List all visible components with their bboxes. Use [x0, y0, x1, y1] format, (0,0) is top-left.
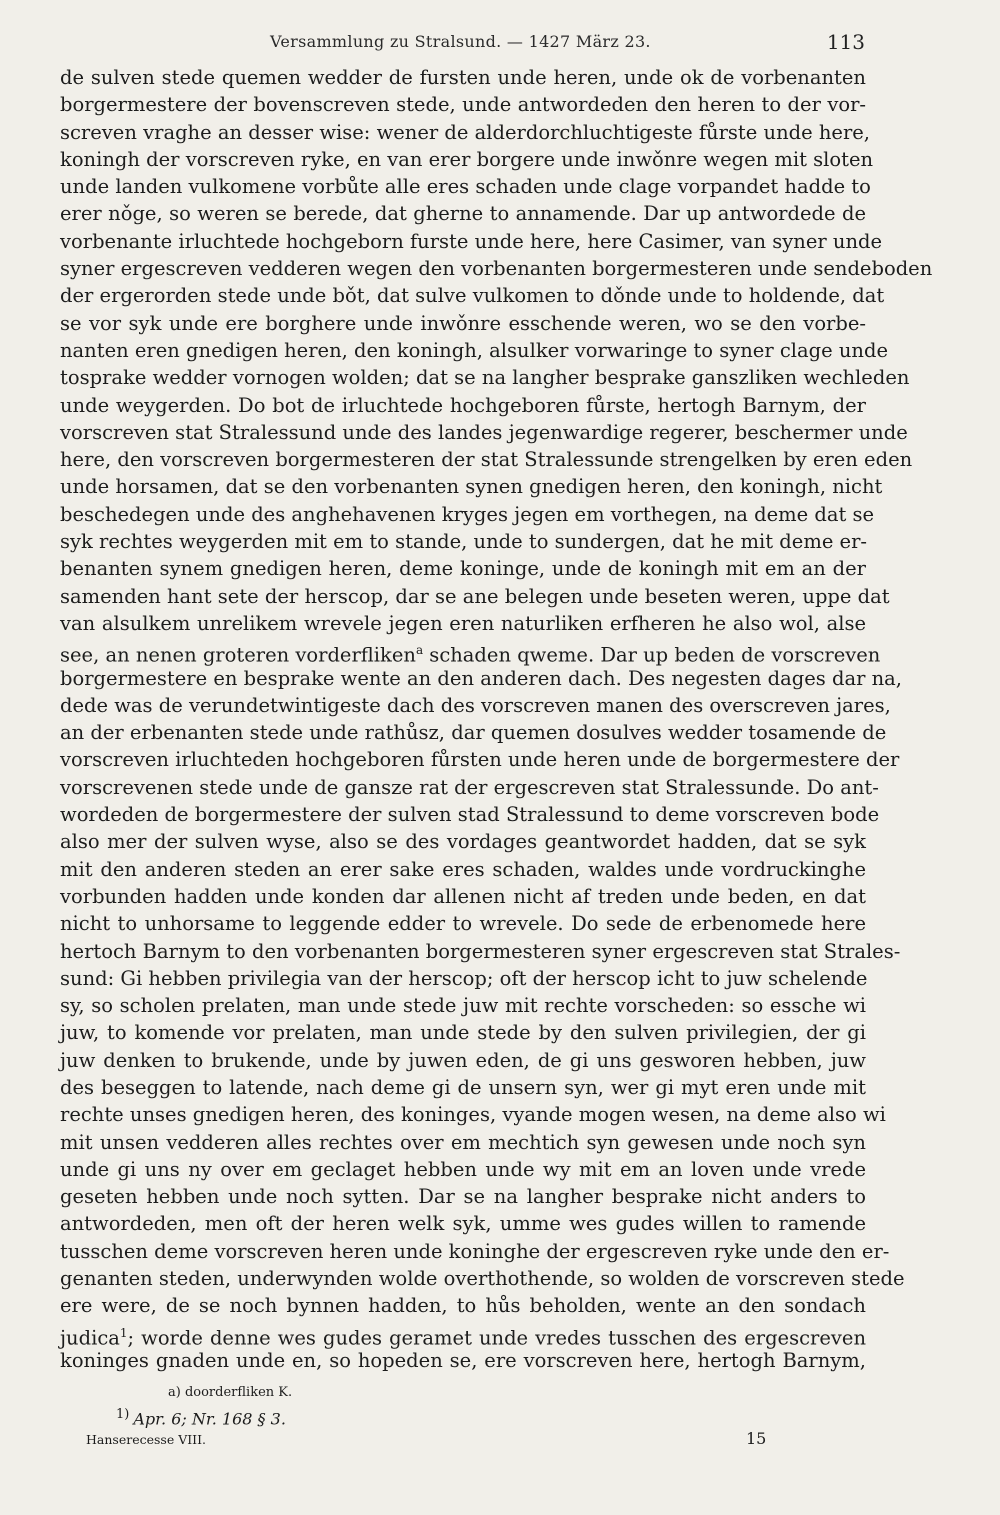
text-line: vorbenante irluchtede hochgeborn furste unde here, here Casimer, van syner unde — [60, 229, 883, 253]
note-reference: a — [415, 643, 424, 658]
text-line: sy, so scholen prelaten, man unde stede juw mit rechte vorscheden: so essche wi — [60, 994, 866, 1018]
text-line: here, den vorscreven borgermesteren der stat Stralessunde strengelken by eren eden — [60, 448, 913, 472]
text-line: beschedegen unde des anghehavenen kryges jegen em vorthegen, na deme dat se — [60, 502, 875, 526]
text-line: borgermestere der bovenscreven stede, unde antwordeden den heren to der vor- — [60, 93, 866, 117]
text-line: koninges gnaden unde en, so hopeden se, ere vorscreven here, hertogh Barnym, — [60, 1348, 866, 1372]
note-reference: 1 — [119, 1325, 128, 1340]
text-line: der ergerorden stede unde bǒt, dat sulve vulkomen to dǒnde unde to holdende, dat — [60, 284, 885, 308]
text-line: vorscreven stat Stralessund unde des landes jegenwardige regerer, beschermer unde — [60, 420, 908, 444]
text-line: rechte unses gnedigen heren, des koninges, vyande mogen wesen, na deme also wi — [60, 1103, 886, 1127]
text-line: juw denken to brukende, unde by juwen eden, de gi uns gesworen hebben, juw — [60, 1048, 866, 1072]
footnotes — [60, 1385, 866, 1465]
text-line: genanten steden, underwynden wolde overthothende, so wolden de vorscreven stede — [60, 1267, 905, 1291]
text-line: unde weygerden. Do bot de irluchtede hochgeboren fůrste, hertogh Barnym, der — [60, 393, 866, 417]
running-head — [60, 30, 865, 58]
text-line: ere were, de se noch bynnen hadden, to hůs beholden, wente an den sondach — [60, 1294, 866, 1318]
text-line: tosprake wedder vornogen wolden; dat se na langher besprake ganszliken wechleden — [60, 366, 910, 390]
text-line: wordeden de borgermestere der sulven stad Stralessund to deme vorscreven bode — [60, 803, 880, 827]
text-line: unde gi uns ny over em geclaget hebben unde wy mit em an loven unde vrede — [60, 1157, 866, 1181]
text-line: mit den anderen steden an erer sake eres schaden, waldes unde vordruckinghe — [60, 857, 866, 881]
text-line: vorscreven irluchteden hochgeboren fůrsten unde heren unde de borgermestere der — [60, 748, 900, 772]
footnote-a: a) doorderfliken K. — [168, 1385, 293, 1400]
text-line: also mer der sulven wyse, also se des vordages geantwordet hadden, dat se syk — [60, 830, 866, 854]
text-line: nanten eren gnedigen heren, den koningh, alsulker vorwaringe to syner clage unde — [60, 338, 888, 362]
text-line: samenden hant sete der herscop, dar se ane belegen unde beseten weren, uppe dat — [60, 584, 890, 608]
text-line: antwordeden, men oft der heren welk syk, umme wes gudes willen to ramende — [60, 1212, 866, 1236]
text-line: unde landen vulkomene vorbůte alle eres schaden unde clage vorpandet hadde to — [60, 175, 871, 199]
text-line: syner ergescreven vedderen wegen den vorbenanten borgermesteren unde sendeboden — [60, 257, 933, 281]
text-line: screven vraghe an desser wise: wener de alderdorchluchtigeste fůrste unde here, — [60, 120, 871, 144]
text-line: vorscrevenen stede unde de gansze rat der ergescreven stat Stralessunde. Do ant- — [60, 775, 879, 799]
text-line: de sulven stede quemen wedder de fursten unde heren, unde ok de vorbenanten — [60, 66, 866, 89]
text-line: van alsulkem unrelikem wrevele jegen eren naturliken erfheren he also wol, alse — [60, 611, 866, 635]
text-line: koningh der vorscreven ryke, en van erer borgere unde inwǒnre wegen mit sloten — [60, 147, 874, 171]
sheet-number: 15 — [746, 1429, 767, 1448]
footnote-1-mark: 1) — [116, 1407, 130, 1422]
text-line: nicht to unhorsame to leggende edder to wrevele. Do sede de erbenomede here — [60, 912, 866, 936]
text-line: vorbunden hadden unde konden dar allenen nicht af treden unde beden, en dat — [60, 884, 866, 908]
text-line: mit unsen vedderen alles rechtes over em mechtich syn gewesen unde noch syn — [60, 1130, 866, 1154]
text-line: tusschen deme vorscreven heren unde koninghe der ergescreven ryke unde den er- — [60, 1239, 890, 1263]
text-line: borgermestere en besprake wente an den anderen dach. Des negesten dages dar na, — [60, 666, 903, 690]
text-line: syk rechtes weygerden mit em to stande, unde to sundergen, dat he mit deme er- — [60, 530, 868, 554]
text-line: see, an nenen groteren vorderfliken$^a$ schaden qweme. Dar up beden de vorscreven — [60, 643, 881, 667]
text-line: unde horsamen, dat se den vorbenanten synen gnedigen heren, den koningh, nicht — [60, 475, 883, 499]
text-line: benanten synem gnedigen heren, deme koninge, unde de koningh mit em an der — [60, 557, 866, 581]
page-number: 113 — [826, 30, 865, 54]
footnote-1-text: Apr. 6; Nr. 168 § 3. — [133, 1409, 286, 1429]
text-line: sund: Gi hebben privilegia van der herscop; oft der herscop icht to juw schelende — [60, 966, 868, 990]
text-line: hertoch Barnym to den vorbenanten borgermesteren syner ergescreven stat Strales- — [60, 939, 901, 963]
signature-mark: Hanserecesse VIII. — [86, 1432, 207, 1447]
footnote-1 — [116, 1407, 286, 1428]
text-line: judica$^1$; worde denne wes gudes geramet unde vredes tusschen des ergescreven — [60, 1325, 866, 1350]
text-line: juw, to komende vor prelaten, man unde stede by den sulven privilegien, der gi — [60, 1021, 866, 1045]
body-text — [60, 64, 933, 1374]
text-line: se vor syk unde ere borghere unde inwǒnre esschende weren, wo se den vorbe- — [60, 311, 866, 335]
text-line: an der erbenanten stede unde rathůsz, dar quemen dosulves wedder tosamende de — [60, 721, 887, 745]
text-line: des beseggen to latende, nach deme gi de unsern syn, wer gi myt eren unde mit — [60, 1075, 866, 1099]
text-line: dede was de verundetwintigeste dach des vorscreven manen des overscreven jares, — [60, 693, 891, 717]
running-title: Versammlung zu Stralsund. — 1427 März 23. — [270, 32, 651, 51]
text-line: geseten hebben unde noch sytten. Dar se na langher besprake nicht anders to — [60, 1185, 866, 1209]
text-line: erer nǒge, so weren se berede, dat gherne to annamende. Dar up antwordede de — [60, 202, 866, 226]
